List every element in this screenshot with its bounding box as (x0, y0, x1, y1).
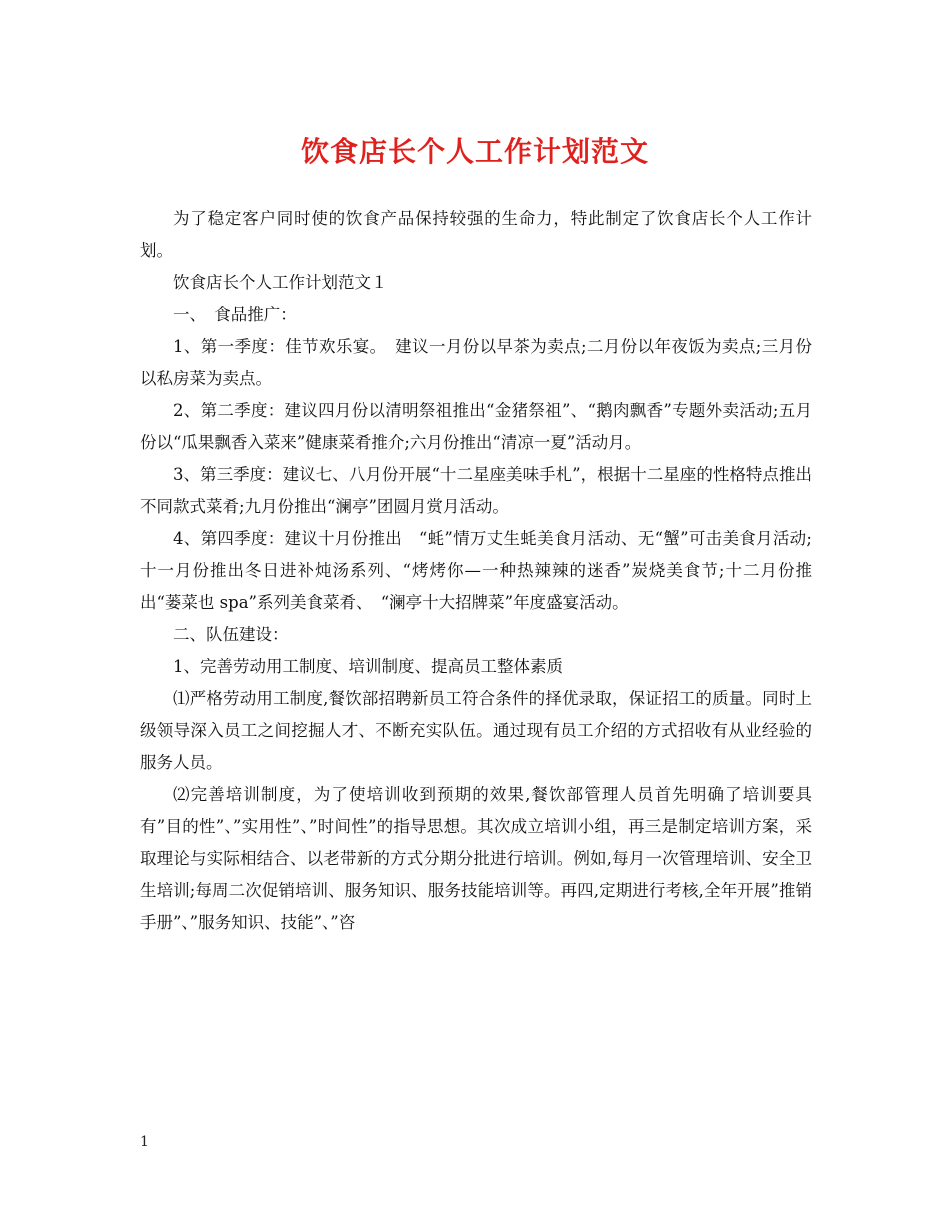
body-paragraph: 4、第四季度：建议十月份推出 “蚝”情万丈生蚝美食月活动、无“蟹”可击美食月活动;十一月份推出冬日进补炖汤系列、“烤烤你—一种热辣辣的迷香”炭烧美食节;十二月份推出“蒌菜也 spa”系列美食菜肴、 “澜亭十大招牌菜”年度盛宴活动。 (140, 529, 812, 612)
document-title: 饮食店长个人工作计划范文 (300, 135, 649, 168)
intro-paragraph: 为了稳定客户同时使的饮食产品保持较强的生命力，特此制定了饮食店长个人工作计划。 (140, 209, 812, 260)
section-heading: 一、 食品推广： (173, 305, 297, 324)
body-paragraph: 2、第二季度：建议四月份以清明祭祖推出“金猪祭祖”、“鹅肉飘香”专题外卖活动;五月份以“瓜果飘香入菜来”健康菜肴推介;六月份推出“清凉一夏”活动月。 (140, 401, 812, 452)
section-heading: 二、队伍建设： (173, 625, 289, 644)
document-body (140, 203, 812, 939)
section-heading: 饮食店长个人工作计划范文１ (173, 273, 388, 292)
page-number: 1 (140, 1134, 149, 1150)
body-paragraph: 1、第一季度：佳节欢乐宴。 建议一月份以早茶为卖点;二月份以年夜饭为卖点;三月份以私房菜为卖点。 (140, 337, 812, 388)
body-paragraph: ⑵完善培训制度，为了使培训收到预期的效果,餐饮部管理人员首先明确了培训要具有”目的性”、”实用性”、”时间性”的指导思想。其次成立培训小组，再三是制定培训方案，采取理论与实际相结合、以老带新的方式分期分批进行培训。例如,每月一次管理培训、安全卫生培训;每周二次促销培训、服务知识、服务技能培训等。再四,定期进行考核,全年开展”推销手册”、”服务知识、技能”、”咨 (140, 785, 812, 932)
subsection-heading: 1、完善劳动用工制度、培训制度、提高员工整体素质 (173, 657, 563, 676)
body-paragraph: ⑴严格劳动用工制度,餐饮部招聘新员工符合条件的择优录取，保证招工的质量。同时上级领导深入员工之间挖掘人才、不断充实队伍。通过现有员工介绍的方式招收有从业经验的服务人员。 (140, 689, 812, 772)
body-paragraph: 3、第三季度：建议七、八月份开展“十二星座美味手札”，根据十二星座的性格特点推出不同款式菜肴;九月份推出“澜亭”团圆月赏月活动。 (140, 465, 812, 516)
